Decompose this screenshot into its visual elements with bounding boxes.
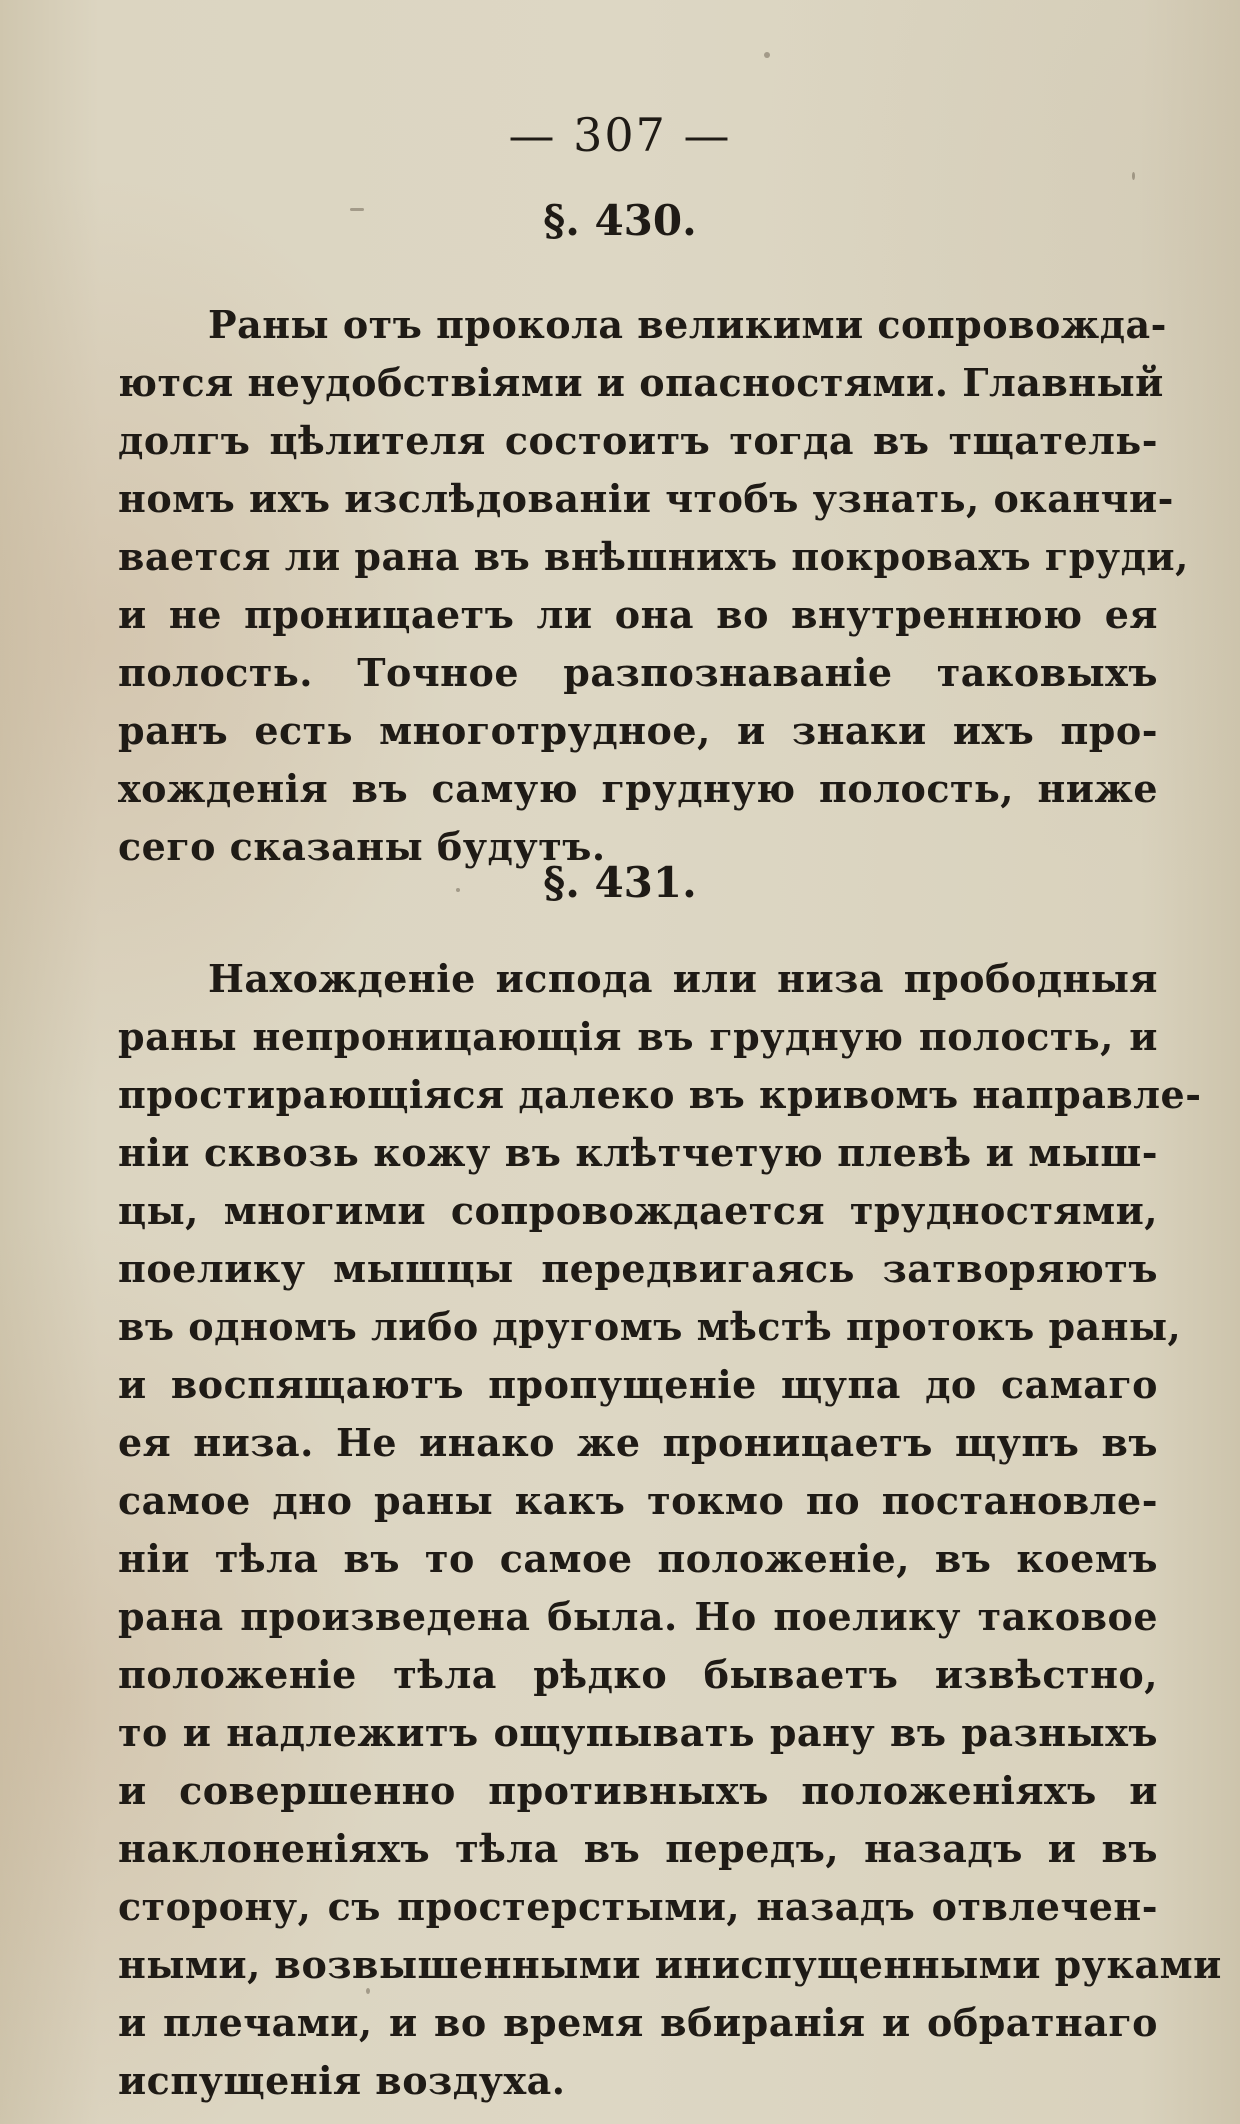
text-line: простирающіяся далеко въ кривомъ направле-	[118, 1072, 1202, 1117]
paper-speck	[456, 888, 460, 892]
text-line: то и надлежитъ ощупывать рану въ разныхъ	[118, 1710, 1158, 1755]
text-line: и совершенно противныхъ положеніяхъ и	[118, 1768, 1158, 1813]
text-line: ными, возвышенными иниспущенными руками	[118, 1942, 1222, 1987]
text-line: хожденія въ самую грудную полость, ниже	[118, 766, 1158, 811]
text-line: въ одномъ либо другомъ мѣстѣ протокъ раны,	[118, 1304, 1182, 1349]
text-line: долгъ цѣлителя состоитъ тогда въ тщатель-	[118, 418, 1158, 463]
text-line: и не проницаетъ ли она во внутреннюю ея	[118, 592, 1158, 637]
paper-speck	[1132, 172, 1135, 180]
text-line: сего сказаны будутъ.	[118, 824, 606, 869]
text-line: полость. Точное разпознаваніе таковыхъ	[118, 650, 1158, 695]
text-line: положеніе тѣла рѣдко бываетъ извѣстно,	[118, 1652, 1158, 1697]
text-line: цы, многими сопровождается трудностями,	[118, 1188, 1158, 1233]
text-line: номъ ихъ изслѣдованіи чтобъ узнать, оканчи-	[118, 476, 1174, 521]
text-line: и плечами, и во время вбиранія и обратнаго	[118, 2000, 1158, 2045]
paragraph-431	[118, 950, 1222, 2110]
text-line: ніи тѣла въ то самое положеніе, въ коемъ	[118, 1536, 1158, 1581]
text-line: ранъ есть многотрудное, и знаки ихъ про-	[118, 708, 1158, 753]
paper-speck	[764, 52, 770, 58]
text-line: ея низа. Не инако же проницаетъ щупъ въ	[118, 1420, 1158, 1465]
paper-speck	[350, 208, 364, 211]
paragraph-430	[118, 296, 1189, 876]
text-line: вается ли рана въ внѣшнихъ покровахъ груди,	[118, 534, 1189, 579]
text-line: испущенія воздуха.	[118, 2058, 566, 2103]
text-line: наклоненіяхъ тѣла въ передъ, назадъ и въ	[118, 1826, 1158, 1871]
text-line: самое дно раны какъ токмо по постановле-	[118, 1478, 1158, 1523]
section-heading-431: §. 431.	[543, 858, 697, 907]
page-number: — 307 —	[508, 108, 732, 162]
paper-speck	[366, 1988, 370, 1994]
text-line: поелику мышцы передвигаясь затворяютъ	[118, 1246, 1158, 1291]
text-line: раны непроницающія въ грудную полость, и	[118, 1014, 1158, 1059]
text-line: Нахожденіе испода или низа прободныя	[208, 956, 1158, 1001]
text-line: сторону, съ простерстыми, назадъ отвлечен-	[118, 1884, 1158, 1929]
text-line: ются неудобствіями и опасностями. Главный	[118, 360, 1164, 405]
text-line: и воспящаютъ пропущеніе щупа до самаго	[118, 1362, 1158, 1407]
section-heading-430: §. 430.	[543, 196, 697, 245]
text-line: ніи сквозь кожу въ клѣтчетую плевѣ и мыш-	[118, 1130, 1158, 1175]
text-line: Раны отъ прокола великими сопровожда-	[208, 302, 1167, 347]
text-line: рана произведена была. Но поелику таковое	[118, 1594, 1158, 1639]
